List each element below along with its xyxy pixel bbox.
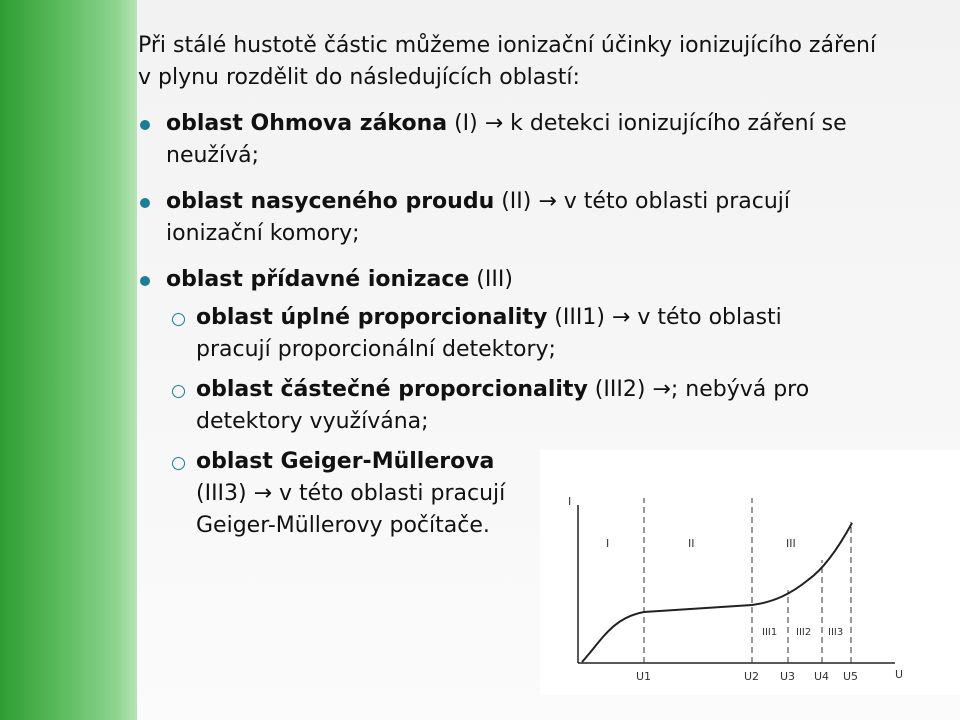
bullet-saturation	[138, 186, 806, 250]
bullet-rest: (II) → v této oblasti pracují ionizační komory;	[166, 189, 791, 246]
voltage-label-u5: U5	[843, 670, 859, 683]
voltage-label-u1: U1	[636, 670, 652, 683]
subbullet-rest: (III3) → v této oblasti pracují Geiger-Müllerovy počítače.	[196, 481, 506, 538]
ionization-curve-figure	[540, 450, 960, 695]
subbullet-bold: oblast úplné proporcionality	[196, 305, 548, 330]
subbullet-partial-proportionality	[138, 374, 896, 438]
bullet-rest: (I) → k detekci ionizujícího záření se neužívá;	[166, 111, 847, 168]
bullet-ohm	[138, 108, 943, 172]
decorative-sidebar	[0, 0, 137, 720]
voltage-label-u3: U3	[780, 670, 796, 683]
region-label-2: II	[688, 537, 695, 550]
region-label-1: I	[606, 537, 610, 550]
bullet-additional-ionization	[138, 264, 943, 296]
subregion-label-1: III1	[762, 627, 778, 638]
voltage-label-u4: U4	[814, 670, 830, 683]
y-axis-label: I	[568, 495, 572, 508]
ionization-curve-svg	[540, 450, 960, 695]
x-axis-label: U	[895, 668, 904, 681]
intro-text	[138, 30, 943, 94]
subbullet-bold: oblast částečné proporcionality	[196, 377, 588, 402]
voltage-label-u2: U2	[744, 670, 760, 683]
intro-line-1: Při stálé hustotě částic můžeme ionizační účinky ionizujícího záření	[138, 33, 877, 58]
subbullet-ring-icon	[172, 457, 185, 470]
bullet-bold: oblast přídavné ionizace	[166, 267, 470, 292]
subregion-label-3: III3	[828, 627, 844, 638]
subbullet-bold: oblast Geiger-Müllerova	[196, 449, 495, 474]
subbullet-rest: (III2) →; nebývá pro detektory využívána;	[196, 377, 810, 434]
bullet-dot-icon	[140, 120, 150, 130]
subbullet-geiger-muller	[138, 446, 536, 542]
bullet-bold: oblast Ohmova zákona	[166, 111, 448, 136]
bullet-dot-icon	[140, 198, 150, 208]
subregion-label-2: III2	[796, 627, 812, 638]
subbullet-rest: (III1) → v této oblasti pracují proporcionální detektory;	[196, 305, 782, 362]
subbullet-full-proportionality	[138, 302, 856, 366]
bullet-rest: (III)	[469, 267, 513, 292]
bullet-dot-icon	[140, 276, 150, 286]
bullet-bold: oblast nasyceného proudu	[166, 189, 495, 214]
ionization-curve	[582, 523, 852, 662]
region-label-3: III	[786, 537, 796, 550]
subbullet-ring-icon	[172, 385, 185, 398]
intro-line-2: v plynu rozdělit do následujících oblastí:	[138, 65, 580, 90]
subbullet-ring-icon	[172, 313, 185, 326]
